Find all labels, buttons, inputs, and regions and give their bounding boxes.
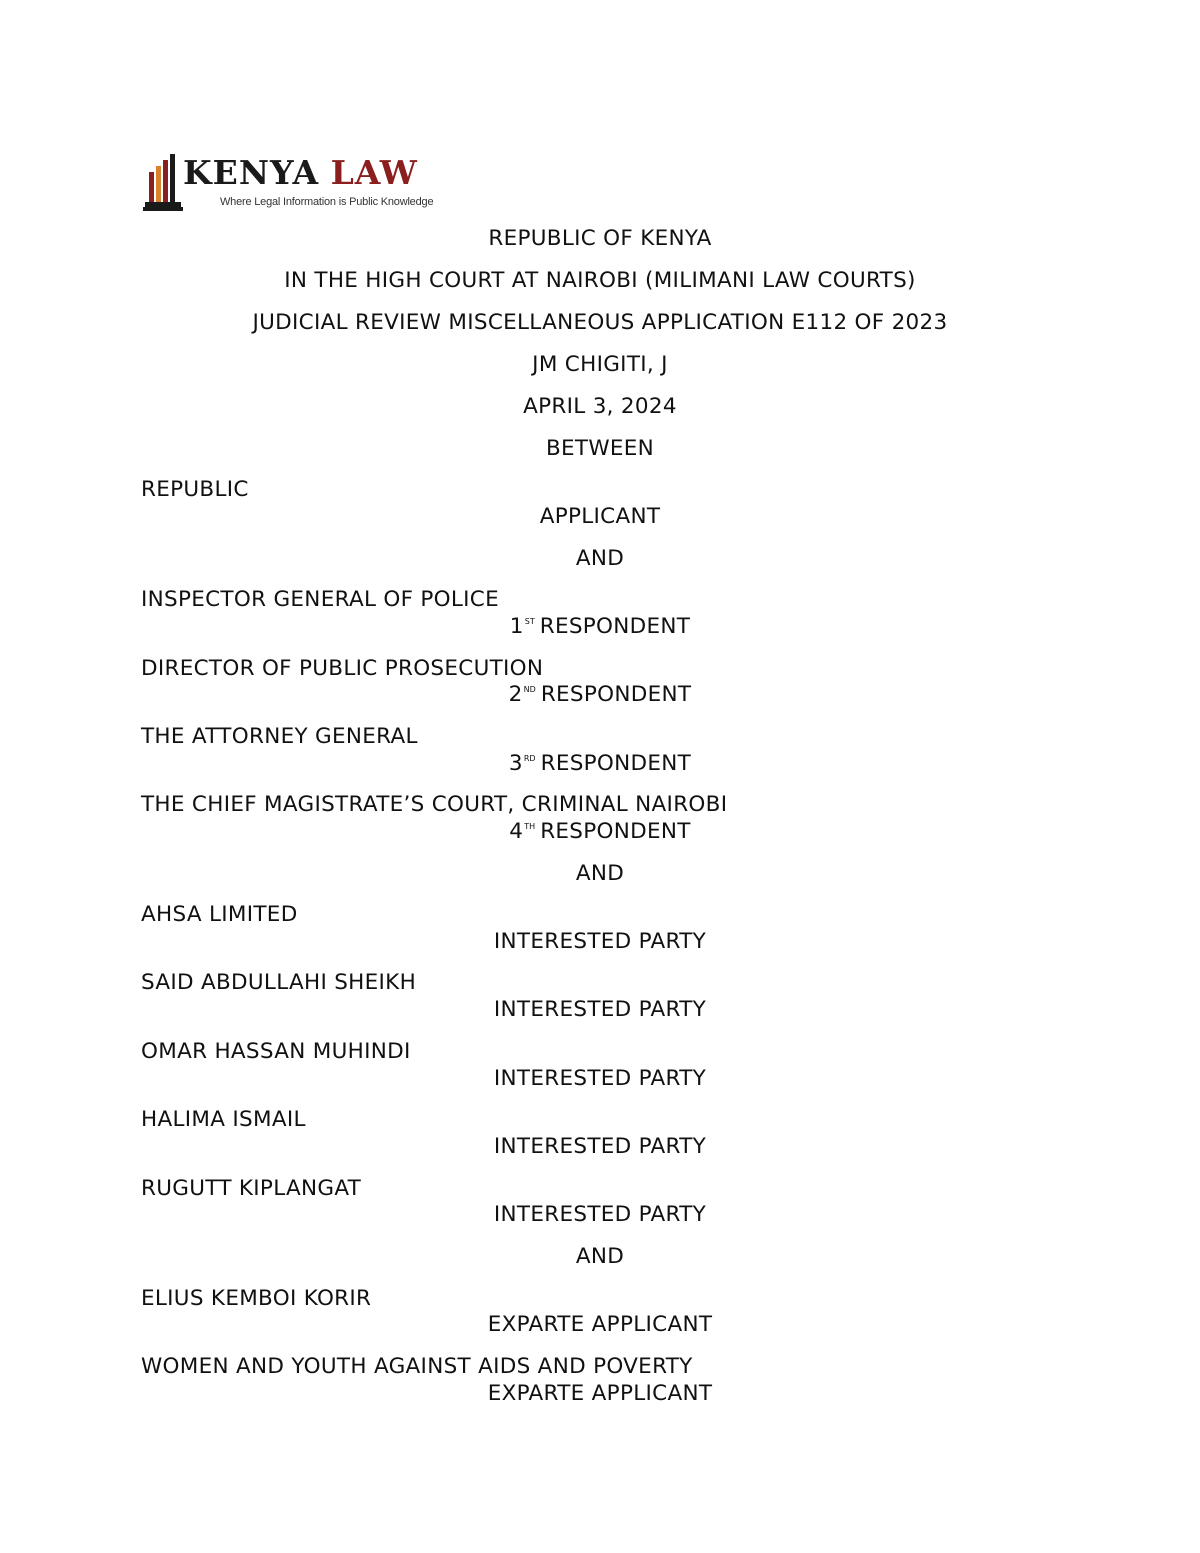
pillars-icon — [143, 150, 183, 212]
logo-word-law: LAW — [330, 153, 418, 192]
respondent-role-label: RESPONDENT — [540, 751, 692, 776]
interested-party-role: INTERESTED PARTY — [493, 1066, 707, 1091]
interested-party-role: INTERESTED PARTY — [493, 1202, 707, 1227]
respondent-name: DIRECTOR OF PUBLIC PROSECUTION — [141, 656, 544, 681]
exparte-applicant-name: ELIUS KEMBOI KORIR — [141, 1286, 372, 1311]
judgment-date: APRIL 3, 2024 — [523, 394, 677, 419]
and-separator: AND — [575, 546, 625, 571]
republic-heading: REPUBLIC OF KENYA — [488, 226, 712, 251]
court-heading: IN THE HIGH COURT AT NAIROBI (MILIMANI LAW COURTS) — [284, 268, 916, 293]
respondent-ordinal: ST — [524, 617, 535, 626]
interested-party-role: INTERESTED PARTY — [493, 1134, 707, 1159]
between-label: BETWEEN — [545, 436, 655, 461]
respondent-role-label: RESPONDENT — [539, 614, 691, 639]
logo-wordmark — [183, 153, 418, 192]
respondent-name: INSPECTOR GENERAL OF POLICE — [141, 587, 499, 612]
respondent-ordinal: RD — [523, 754, 536, 763]
and-separator: AND — [575, 861, 625, 886]
applicant-name: REPUBLIC — [141, 477, 249, 502]
exparte-applicant-role: EXPARTE APPLICANT — [487, 1312, 713, 1337]
respondent-number: 2 — [508, 682, 523, 707]
case-number: JUDICIAL REVIEW MISCELLANEOUS APPLICATION E112 OF 2023 — [252, 310, 948, 335]
respondent-role-label: RESPONDENT — [540, 819, 691, 844]
applicant-role: APPLICANT — [539, 504, 661, 529]
respondent-number: 3 — [508, 751, 523, 776]
respondent-role-label: RESPONDENT — [540, 682, 692, 707]
respondent-name: THE ATTORNEY GENERAL — [141, 724, 418, 749]
respondent-name: THE CHIEF MAGISTRATE’S COURT, CRIMINAL NAIROBI — [141, 792, 728, 817]
respondent-ordinal: ND — [523, 685, 536, 694]
interested-party-role: INTERESTED PARTY — [493, 929, 707, 954]
respondent-number: 1 — [509, 614, 524, 639]
interested-party-name: SAID ABDULLAHI SHEIKH — [141, 970, 417, 995]
respondent-number: 4 — [509, 819, 524, 844]
exparte-applicant-role: EXPARTE APPLICANT — [487, 1381, 713, 1406]
respondent-role — [0, 616, 1200, 638]
respondent-role — [0, 753, 1200, 775]
logo-tagline: Where Legal Information is Public Knowledge — [220, 196, 434, 208]
respondent-role — [0, 821, 1200, 843]
exparte-applicant-name: WOMEN AND YOUTH AGAINST AIDS AND POVERTY — [141, 1354, 693, 1379]
judge-name: JM CHIGITI, J — [532, 352, 668, 377]
and-separator: AND — [575, 1244, 625, 1269]
kenya-law-logo — [143, 150, 443, 212]
logo-word-kenya: KENYA — [183, 153, 320, 192]
interested-party-name: OMAR HASSAN MUHINDI — [141, 1039, 411, 1064]
respondent-ordinal: TH — [524, 822, 536, 831]
interested-party-name: RUGUTT KIPLANGAT — [141, 1176, 362, 1201]
interested-party-role: INTERESTED PARTY — [493, 997, 707, 1022]
interested-party-name: HALIMA ISMAIL — [141, 1107, 306, 1132]
interested-party-name: AHSA LIMITED — [141, 902, 298, 927]
respondent-role — [0, 684, 1200, 706]
